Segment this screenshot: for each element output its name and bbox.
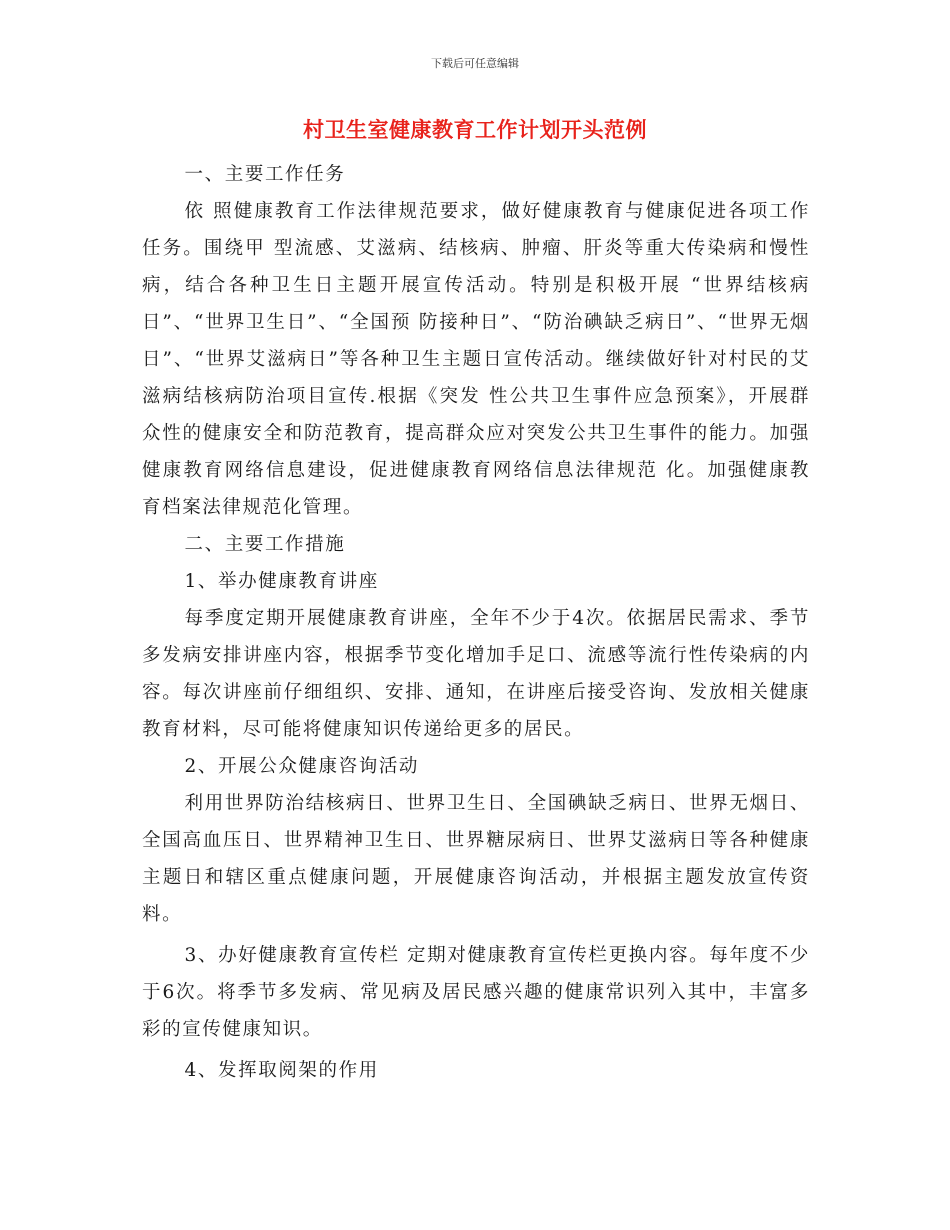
paragraph-bulletin-board: 3、办好健康教育宣传栏 定期对健康教育宣传栏更换内容。每年度不少于6次。将季节多发病、常见病及居民感兴趣的健康常识列入其中，丰富多彩的宣传健康知识。 <box>142 945 810 1040</box>
subheading-consultation: 2、开展公众健康咨询活动 <box>184 756 420 777</box>
section-heading-tasks: 一、主要工作任务 <box>184 164 346 185</box>
paragraph-consultation: 利用世界防治结核病日、世界卫生日、全国碘缺乏病日、世界无烟日、全国高血压日、世界精神卫生日、世界糖尿病日、世界艾滋病日等各种健康主题日和辖区重点健康问题，开展健康咨询活动，并根据主题发放宣传资料。 <box>142 793 810 925</box>
subheading-reading-rack: 4、发挥取阅架的作用 <box>184 1060 379 1081</box>
paragraph-tasks: 依 照健康教育工作法律规范要求，做好健康教育与健康促进各项工作任务。围绕甲 型流感、艾滋病、结核病、肿瘤、肝炎等重大传染病和慢性病，结合各种卫生日主题开展宣传活动。特别是积极开展 “世界结核病日”、“世界卫生日”、“全国预 防接种日”、“防治碘缺乏病日”、“世界无烟日”、“世界艾滋病日”等各种卫生主题日宣传活动。继续做好针对村民的艾滋病结核病防治项目宣传.根据《突发 性公共卫生事件应急预案》，开展群众性的健康安全和防范教育，提高群众应对突发公共卫生事件的能力。加强健康教育网络信息建设，促进健康教育网络信息法律规范 化。加强健康教育档案法律规范化管理。 <box>142 201 810 518</box>
document-title: 村卫生室健康教育工作计划开头范例 <box>303 117 647 142</box>
subheading-lectures: 1、举办健康教育讲座 <box>184 571 379 592</box>
paragraph-lectures: 每季度定期开展健康教育讲座，全年不少于4次。依据居民需求、季节多发病安排讲座内容，根据季节变化增加手足口、流感等流行性传染病的内容。每次讲座前仔细组织、安排、通知，在讲座后接受咨询、发放相关健康教育材料，尽可能将健康知识传递给更多的居民。 <box>142 608 810 740</box>
document-body <box>142 156 810 1089</box>
section-heading-measures: 二、主要工作措施 <box>184 534 346 555</box>
header-note: 下载后可任意编辑 <box>431 57 519 70</box>
